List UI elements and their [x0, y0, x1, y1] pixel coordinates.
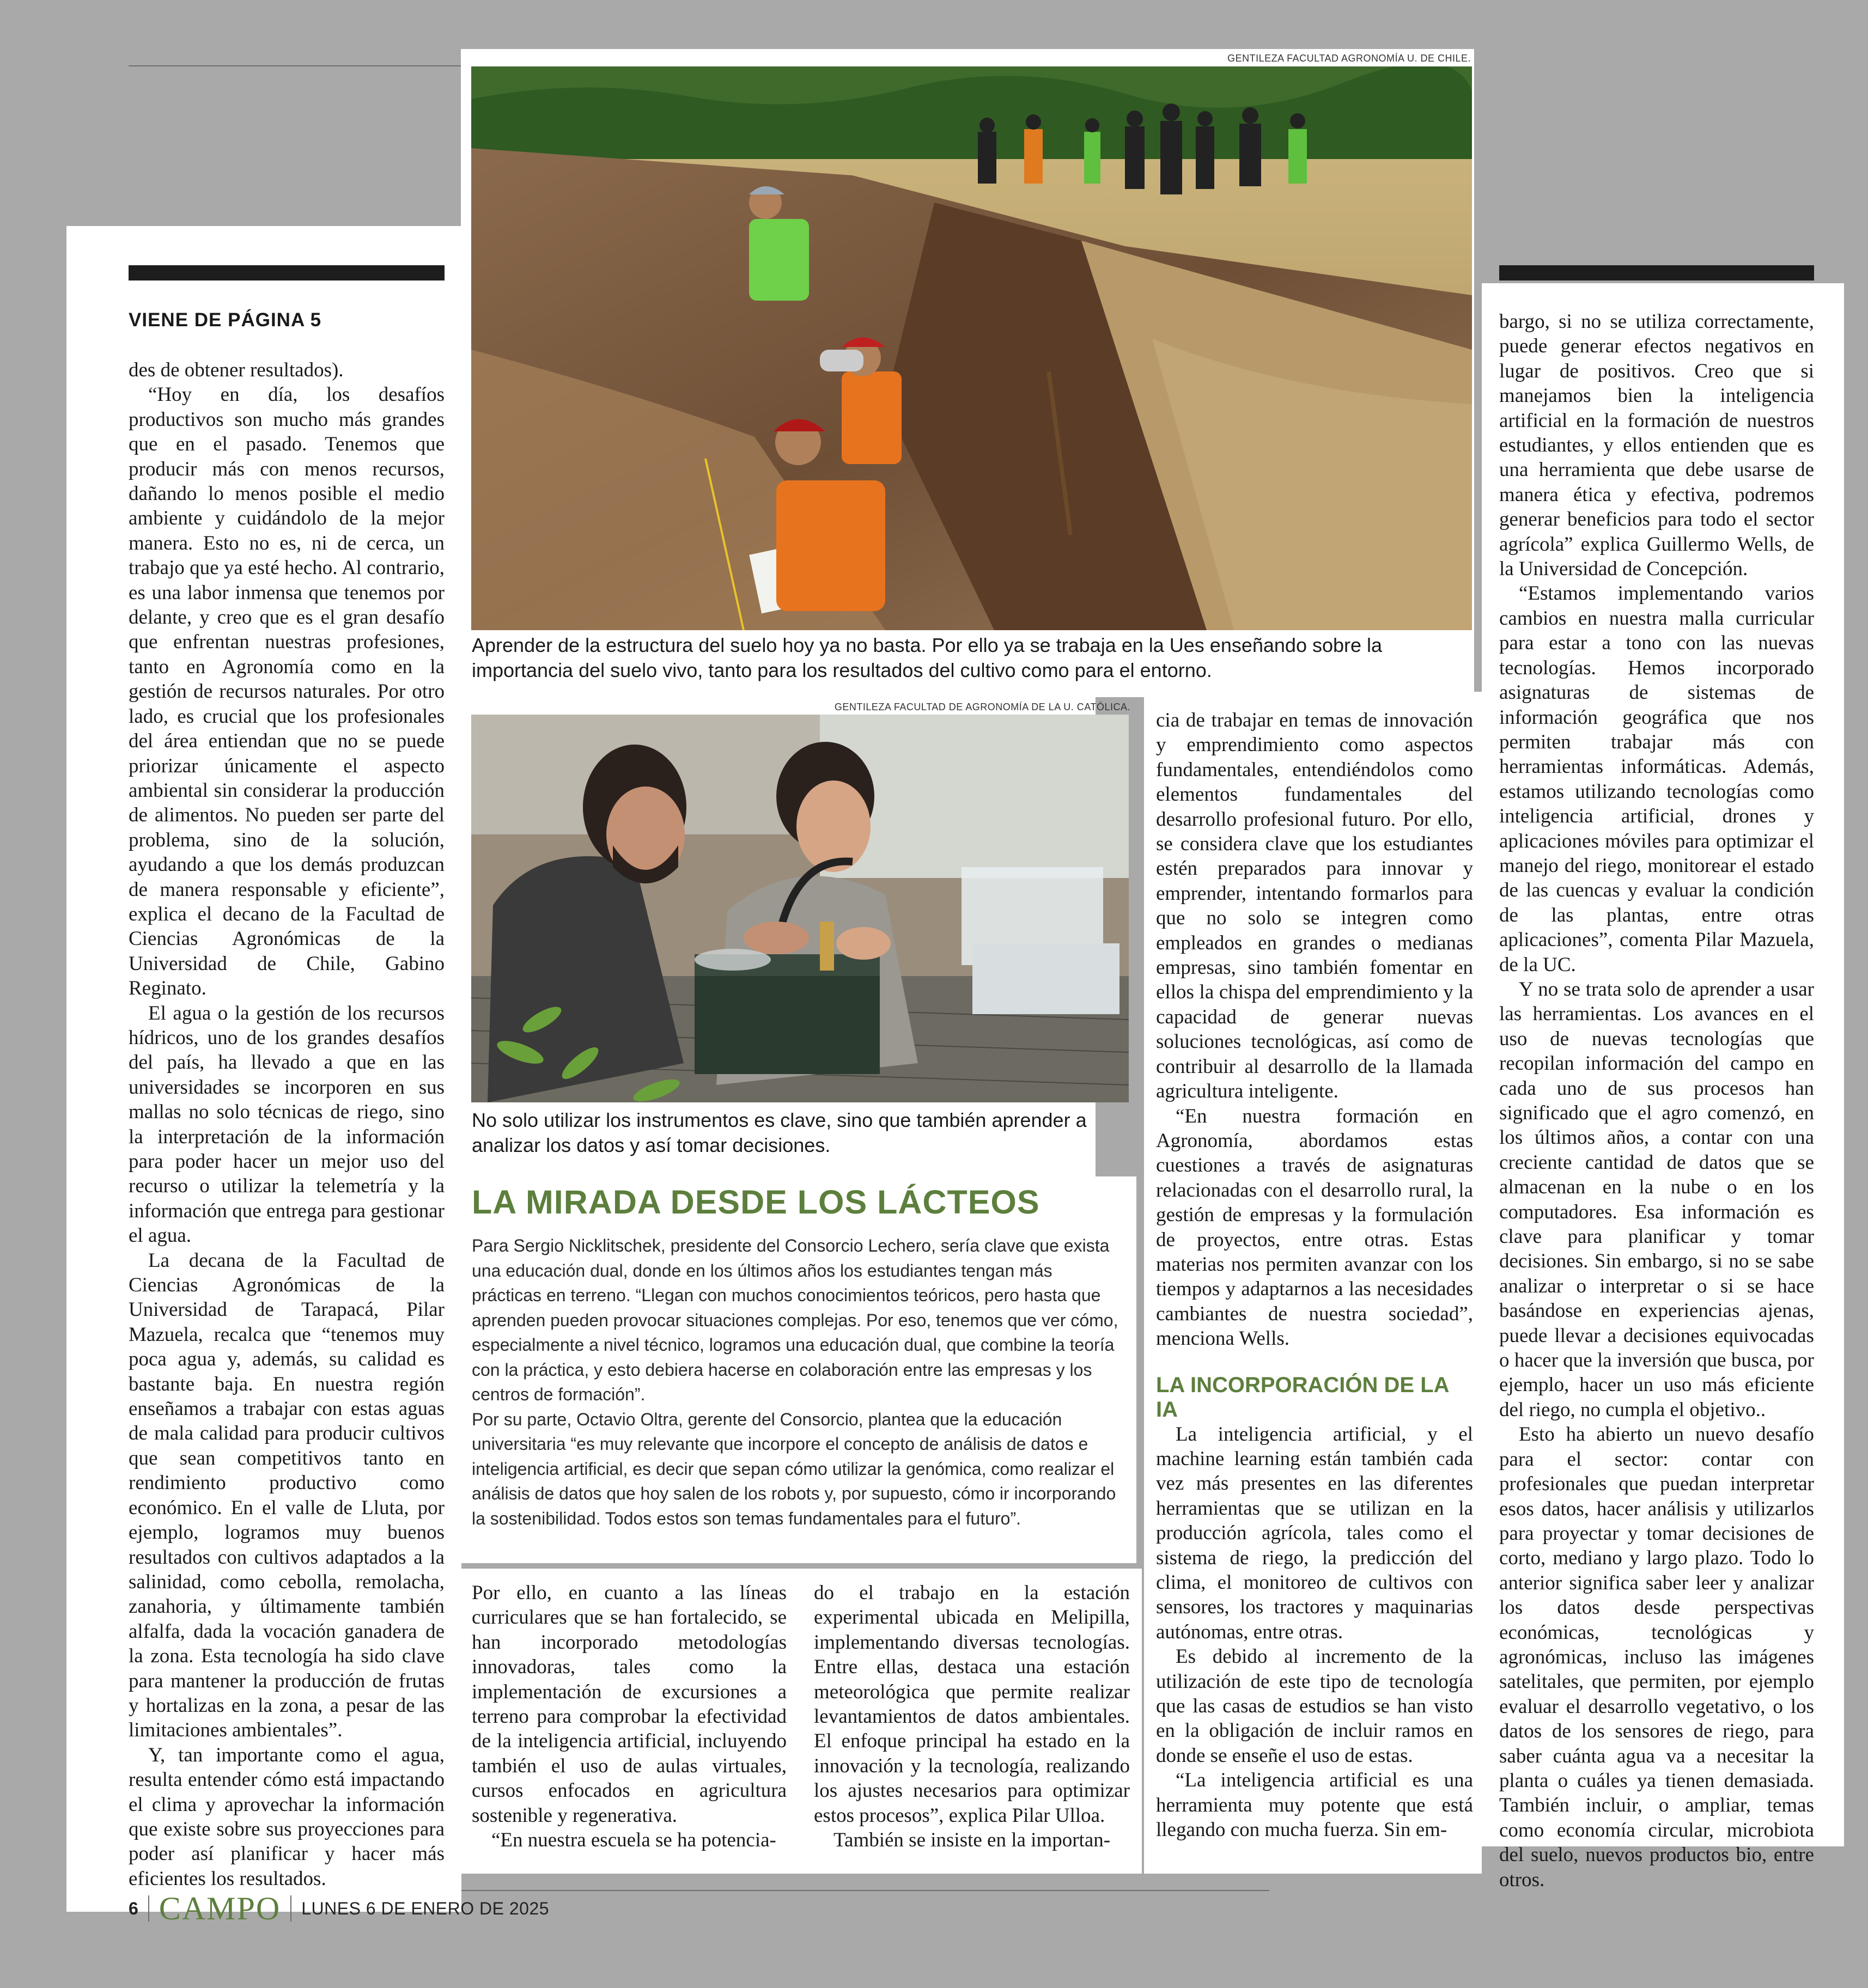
section-name: CAMPO [159, 1890, 281, 1926]
photo2-credit: GENTILEZA FACULTAD DE AGRONOMÍA DE LA U. CATÓLICA. [834, 702, 1130, 712]
photo1-caption: Aprender de la estructura del suelo hoy ya no basta. Por ello ya se trabaja en la Ues enseñando sobre la importancia del suelo vivo, tanto para los resultados del cultivo como para el entorno. [472, 634, 1383, 681]
col4-paragraph: Es debido al incremento de la utilización de este tipo de tecnología que las casas de estudios se han visto en la obligación de incluir ramos en donde se enseñe el uso de estas. [1156, 1645, 1473, 1767]
box-title: LA MIRADA DESDE LOS LÁCTEOS [472, 1184, 1040, 1221]
column-1 [129, 358, 445, 1891]
column-4 [1156, 708, 1473, 1842]
ia-subhead: LA INCORPORACIÓN DE LA IA [1156, 1373, 1449, 1422]
soil-pit-illustration [471, 66, 1472, 630]
page-footer [129, 1890, 550, 1926]
column-5 [1499, 309, 1814, 1892]
col1-paragraph: El agua o la gestión de los recursos hídricos, uno de los grandes desafíos del país, ha llevado a que en las universidades se incorporen en sus mallas no solo técnicas de riego, sino la interpretación de la información para poder hacer un mejor uso del recurso o utilizar la telemetría y la información que entrega para gestionar el agua. [129, 1002, 445, 1247]
left-column-bar [129, 265, 445, 280]
photo2-caption: No solo utilizar los instrumentos es clave, sino que también aprender a analizar los datos y así tomar decisiones. [472, 1109, 1087, 1156]
col3-paragraph: También se insiste en la importan- [833, 1829, 1111, 1852]
col2-paragraph: “En nuestra escuela se ha potencia- [491, 1829, 776, 1852]
footer-divider [290, 1895, 291, 1922]
right-column-bar [1499, 265, 1814, 280]
col1-paragraph: Y, tan importante como el agua, resulta entender cómo está impactando el clima y aprovechar la información que existe sobre sus proyecciones para poder así planificar y hacer más eficientes los resultados. [129, 1743, 445, 1890]
box-body [472, 1234, 1123, 1531]
col4-paragraph: cia de trabajar en temas de innovación y emprendimiento como aspectos fundamentales, entendiéndolos como elementos fundamentales del desarrollo profesional futuro. Por ello, se considera clave que los estudiantes estén preparados para innovar y emprender, intentando formarlos para que no solo se integren como empleados en grandes o medianas empresas, sino también fomentar en ellos la chispa del emprendimiento y la capacidad de generar nuevas soluciones tecnológicas, así como de contribuir al desarrollo de la llamada agricultura inteligente. [1156, 709, 1473, 1103]
publication-date: LUNES 6 DE ENERO DE 2025 [301, 1898, 550, 1918]
box-paragraph: Para Sergio Nicklitschek, presidente del Consorcio Lechero, sería clave que exista una educación dual, donde en los últimos años los estudiantes tengan más prácticas en terreno. “Llegan con muchos conocimientos teóricos, pero hasta que aprenden pueden provocar situaciones complejas. Por eso, tenemos que ver cómo, especialmente a nivel técnico, logramos una educación dual, que combine la teoría con la práctica, y esto debiera hacerse en colaboración entre las empresas y los centros de formación”. [472, 1236, 1118, 1404]
col4-paragraph: “La inteligencia artificial es una herramienta muy potente que está llegando con mucha fuerza. Sin em- [1156, 1769, 1473, 1841]
col1-paragraph: “Hoy en día, los desafíos productivos son mucho más grandes que en el pasado. Tenemos que producir más con menos recursos, dañando lo menos posible el medio ambiente y cuidándolo de la mejor manera. Esto no es, ni de cerca, un trabajo que ya esté hecho. Al contrario, es una labor inmensa que tenemos por delante, y creo que es el gran desafío que enfrentan nuestras profesiones, tanto en Agronomía como en la gestión de recursos naturales. Por otro lado, es crucial que los profesionales del área entiendan que no se puede priorizar únicamente el aspecto ambiental sin considerar la producción de alimentos. No pueden ser parte del problema, sino de la solución, ayudando a que los demás produzcan de manera responsable y eficiente”, explica el decano de la Facultad de Ciencias Agronómicas de la Universidad de Chile, Gabino Reginato. [129, 383, 445, 1000]
column-3 [814, 1581, 1130, 1852]
soil-pit-photo [471, 66, 1472, 630]
col4-paragraph: La inteligencia artificial, y el machine learning están también cada vez más presentes en las diferentes herramientas que se utilizan en la producción agrícola, tales como el sistema de riego, la predicción del clima, el monitoreo de cultivos con sensores, los tractores y maquinarias autónomas, entre otras. [1156, 1423, 1473, 1643]
lab-photo [471, 715, 1129, 1102]
col5-paragraph: Esto ha abierto un nuevo desafío para el sector: contar con profesionales que puedan interpretar esos datos, hacer análisis y utilizarlos para proyectar y tomar decisiones de corto, mediano y largo plazo. Todo lo anterior significa saber leer y analizar los datos desde perspectivas económicas, tecnológicas y agronómicas, incluso las imágenes satelitales, que permiten, por ejemplo evaluar el desarrollo vegetativo, o los datos de los sensores de riego, para saber cuánta agua va a necesitar la planta o cuáles ya tienen demasiada. También incluir, o ampliar, temas como economía circular, microbiota del suelo, nuevos productos bio, entre otros. [1499, 1423, 1814, 1891]
col4-paragraph: “En nuestra formación en Agronomía, abordamos estas cuestiones a través de asignaturas relacionadas con el desarrollo rural, la gestión de empresas y la formulación de proyectos, entre otras. Estas materias nos permiten avanzar con los tiempos y adaptarnos a las necesidades cambiantes de nuestra sociedad”, menciona Wells. [1156, 1105, 1473, 1350]
col5-paragraph: bargo, si no se utiliza correctamente, puede generar efectos negativos en lugar de positivos. Creo que si manejamos bien la inteligencia artificial en la formación de nuestros estudiantes, y ellos entienden que es una herramienta que debe usarse de manera ética y efectiva, podremos generar beneficios para todo el sector agrícola” explica Guillermo Wells, de la Universidad de Concepción. [1499, 310, 1814, 581]
photo1-credit: GENTILEZA FACULTAD AGRONOMÍA U. DE CHILE. [1227, 53, 1471, 64]
continued-from-kicker: VIENE DE PÁGINA 5 [129, 309, 322, 331]
column-2 [472, 1581, 787, 1852]
col5-paragraph: “Estamos implementando varios cambios en nuestra malla curricular para estar a tono con las nuevas tecnologías. Hemos incorporado asignaturas de sistemas de información geográfica que nos permiten trabajar más con herramientas informáticas. Además, estamos utilizando tecnologías como inteligencia artificial, drones y aplicaciones móviles para optimizar el manejo del riego, monitorear el estado de las cuencas y evaluar la condición de las plantas, entre otras aplicaciones”, comenta Pilar Mazuela, de la UC. [1499, 582, 1814, 976]
col3-paragraph: do el trabajo en la estación experimental ubicada en Melipilla, implementando diversas tecnologías. Entre ellas, destaca una estación meteorológica que permite realizar levantamientos de datos ambientales. El enfoque principal ha estado en la innovación y la tecnología, realizando los ajustes necesarios para optimizar estos procesos”, explica Pilar Ulloa. [814, 1582, 1130, 1827]
page-number: 6 [129, 1898, 138, 1918]
col2-paragraph: Por ello, en cuanto a las líneas curriculares que se han fortalecido, se han incorporado metodologías innovadoras, tales como la implementación de excursiones a terreno para comprobar la efectividad de la inteligencia artificial, incluyendo también el uso de aulas virtuales, cursos enfocados en agricultura sostenible y regenerativa. [472, 1582, 787, 1827]
box-paragraph: Por su parte, Octavio Oltra, gerente del Consorcio, plantea que la educación universitaria “es muy relevante que incorpore el concepto de análisis de datos e inteligencia artificial, es decir que sepan cómo utilizar la genómica, como realizar el análisis de datos que hoy salen de los robots y, por supuesto, cómo ir incorporando la sostenibilidad. Todos estos son temas fundamentales para el futuro”. [472, 1409, 1116, 1528]
col5-paragraph: Y no se trata solo de aprender a usar las herramientas. Los avances en el uso de nuevas tecnologías que recopilan información del campo en cada uno de sus procesos han significado que el agro comenzó, en los últimos años, a contar con una creciente cantidad de datos que se almacenan en la nube o en los computadores. Esa información es clave para planificar y tomar decisiones. Sin embargo, si no se sabe analizar o interpretar o si se hace basándose en experiencias ajenas, puede llevar a decisiones equivocadas o hacer que la inversión que busca, por ejemplo, hacer un uso más eficiente del riego, no cumpla el objetivo.. [1499, 978, 1814, 1421]
col1-paragraph: des de obtener resultados). [129, 359, 344, 381]
footer-divider [148, 1895, 149, 1922]
col1-paragraph: La decana de la Facultad de Ciencias Agronómicas de la Universidad de Tarapacá, Pilar Mazuela, recalca que “tenemos muy poca agua y, además, su calidad es bastante baja. En nuestra región enseñamos a trabajar con estas aguas de mala calidad para producir cultivos que sean competitivos tanto en rendimiento productivo como económico. En el valle de Lluta, por ejemplo, logramos muy buenos resultados con cultivos adaptados a la salinidad, como cebolla, remolacha, zanahoria, y últimamente también alfalfa, dada la vocación ganadera de la zona. Esta tecnología ha sido clave para mantener la producción de frutas y hortalizas en la zona, a pesar de las limitaciones ambientales”. [129, 1249, 445, 1742]
lab-illustration [471, 715, 1129, 1102]
